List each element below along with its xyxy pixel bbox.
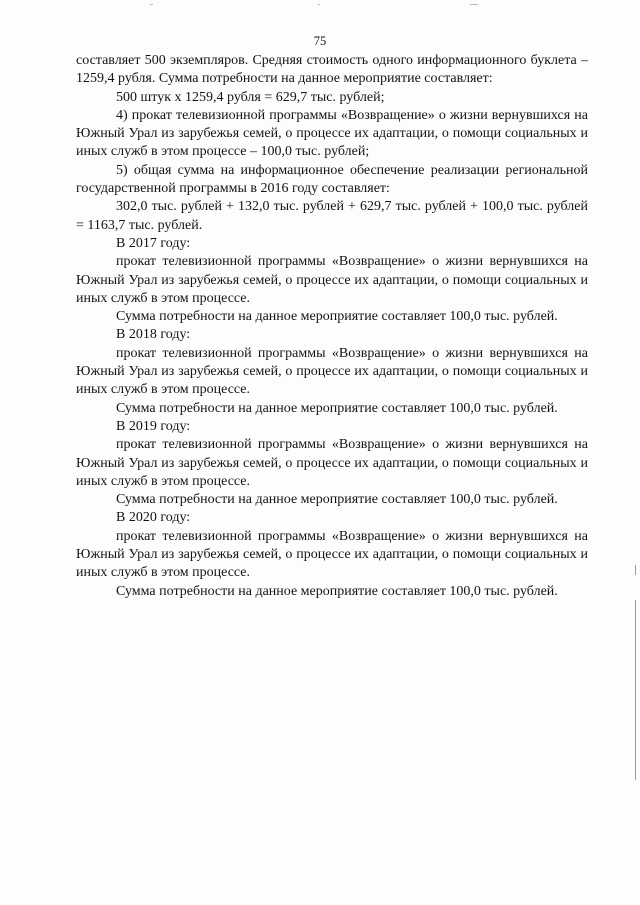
- paragraph: прокат телевизионной программы «Возвращение» о жизни вернувшихся на Южный Урал из зарубежья семей, о процессе их адаптации, о помощи социальных и иных служб в этом процессе.: [76, 254, 588, 306]
- paragraph: прокат телевизионной программы «Возвращение» о жизни вернувшихся на Южный Урал из зарубежья семей, о процессе их адаптации, о помощи социальных и иных служб в этом процессе.: [76, 345, 588, 398]
- paragraph: 500 штук х 1259,4 рубля = 629,7 тыс. рублей;: [116, 89, 385, 105]
- paragraph: 302,0 тыс. рублей + 132,0 тыс. рублей + 629,7 тыс. рублей + 100,0 тыс. рублей = 1163,7 тыс. рублей.: [76, 199, 588, 233]
- document-body: [76, 52, 588, 601]
- paragraph: прокат телевизионной программы «Возвращение» о жизни вернувшихся на Южный Урал из зарубежья семей, о процессе их адаптации, о помощи социальных и иных служб в этом процессе.: [76, 528, 588, 581]
- paragraph: Сумма потребности на данное мероприятие составляет 100,0 тыс. рублей.: [116, 400, 558, 416]
- scan-artifact: [470, 4, 478, 5]
- paragraph: Сумма потребности на данное мероприятие составляет 100,0 тыс. рублей.: [116, 583, 558, 599]
- paragraph: составляет 500 экземпляров. Средняя стоимость одного информационного буклета – 1259,4 рубля. Сумма потребности на данное мероприятие составляет:: [76, 53, 588, 87]
- scan-artifact: [318, 4, 320, 5]
- paragraph: Сумма потребности на данное мероприятие составляет 100,0 тыс. рублей.: [116, 492, 558, 508]
- page-number: 75: [313, 34, 327, 48]
- scan-artifact: [150, 4, 153, 5]
- paragraph: В 2018 году:: [116, 327, 191, 343]
- paragraph: Сумма потребности на данное мероприятие составляет 100,0 тыс. рублей.: [116, 309, 558, 325]
- paragraph: В 2020 году:: [116, 510, 191, 526]
- paragraph: В 2019 году:: [116, 418, 191, 434]
- paragraph: 4) прокат телевизионной программы «Возвращение» о жизни вернувшихся на Южный Урал из зарубежья семей, о процессе их адаптации, о помощи социальных и иных служб в этом процессе – 100,0 тыс. рублей;: [76, 107, 588, 160]
- scan-edge-mark: [635, 565, 636, 575]
- scan-edge-mark: [635, 600, 636, 780]
- paragraph: прокат телевизионной программы «Возвращение» о жизни вернувшихся на Южный Урал из зарубежья семей, о процессе их адаптации, о помощи социальных и иных служб в этом процессе.: [76, 437, 588, 489]
- paragraph: 5) общая сумма на информационное обеспечение реализации региональной государственной программы в 2016 году составляет:: [76, 162, 588, 197]
- paragraph: В 2017 году:: [116, 235, 191, 251]
